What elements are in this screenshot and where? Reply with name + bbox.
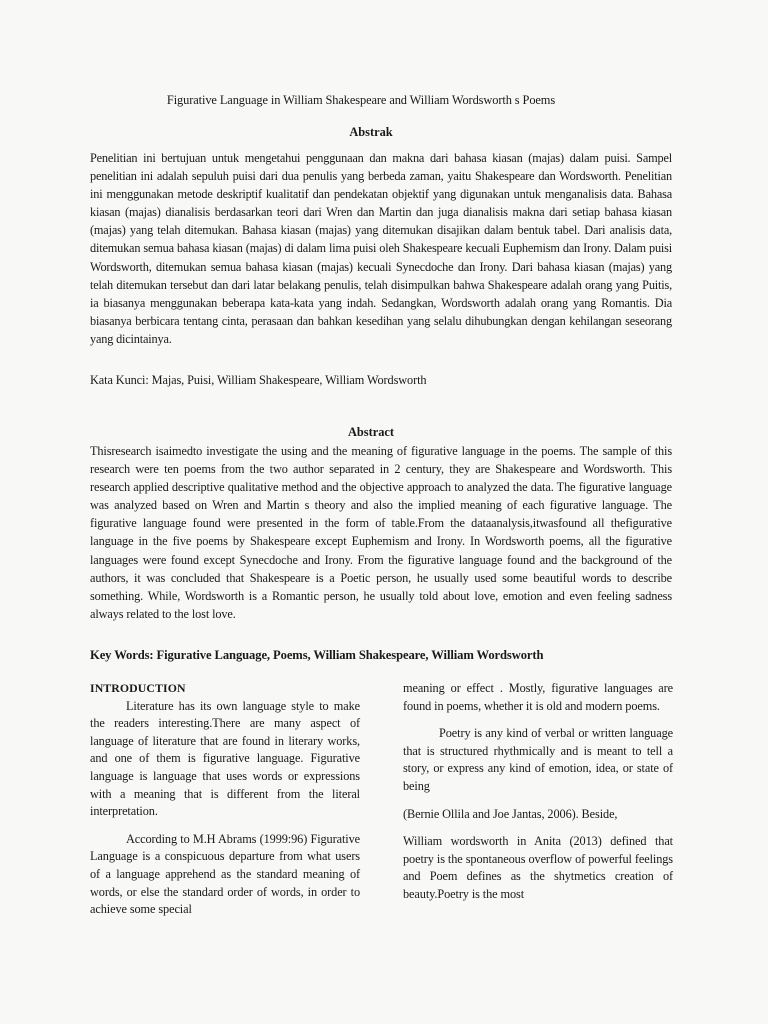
abstrak-heading: Abstrak bbox=[349, 125, 393, 139]
intro-paragraph-1: Literature has its own language style to make the readers interesting.There are many aspect of language of literature that are found in literary works, and one of them is figurative language. Figurative language is language that uses words or expressions with a meaning that is different from the literal interpretation. bbox=[90, 698, 360, 819]
citation-line: (Bernie Ollila and Joe Jantas, 2006). Beside, bbox=[403, 806, 618, 821]
key-words: Key Words: Figurative Language, Poems, William Shakespeare, William Wordsworth bbox=[90, 648, 544, 662]
right-column bbox=[403, 680, 673, 904]
introduction-heading: INTRODUCTION bbox=[90, 681, 186, 695]
paper-title: Figurative Language in William Shakespeare and William Wordsworth s Poems bbox=[166, 93, 556, 107]
abstrak-body: Penelitian ini bertujuan untuk mengetahui penggunaan dan makna dari bahasa kiasan (majas) dalam puisi. Sampel penelitian ini adalah sepuluh puisi dari dua penulis yang berbeda zaman, yaitu Shakespeare dan Wordsworth. Penelitian ini menggunakan metode deskriptif kualitatif dan pendekatan objektif yang digunakan untuk menganalisis data. Bahasa kiasan (majas) dianalisis berdasarkan teori dari Wren dan Martin dan juga dianalisis makna dari setiap bahasa kiasan (majas) yang telah ditemukan. Bahasa kiasan (majas) yang ditemukan disajikan dalam bentuk tabel. Dari analisis data, ditemukan semua bahasa kiasan (majas) di dalam lima puisi oleh Shakespeare kecuali Euphemism dan Irony. Dalam puisi Wordsworth, ditemukan semua bahasa kiasan (majas) kecuali Synecdoche dan Irony. Dari bahasa kiasan (majas) yang telah ditemukan tersebut dan dari latar belakang penulis, telah disimpulkan bahwa Shakespeare adalah orang yang Puitis, ia biasanya menggunakan beberapa kata-kata yang indah. Sedangkan, Wordsworth adalah orang yang Romantis. Dia biasanya berbicara tentang cinta, perasaan dan bahkan kesedihan yang selalu dihubungkan dengan kehilangan seseorang yang dicintainya. bbox=[90, 151, 672, 346]
left-column bbox=[90, 680, 360, 919]
abstract-heading: Abstract bbox=[347, 425, 395, 439]
poetry-definition-quote: Poetry is any kind of verbal or written language that is structured rhythmically and is meant to tell a story, or express any kind of emotion, idea, or state of being bbox=[403, 726, 673, 793]
intro-paragraph-3: meaning or effect . Mostly, figurative languages are found in poems, whether it is old and modern poems. bbox=[403, 681, 673, 713]
abstract-body: Thisresearch isaimedto investigate the using and the meaning of figurative language in the poems. The sample of this research were ten poems from the two author separated in 2 century, they are Shakespeare and Wordsworth. This research applied descriptive qualitative method and the objective approach to analyzed the data. The figurative language was analyzed based on Wren and Martin s theory and also the implied meaning of each figurative language. The figurative language found were presented in the form of table.From the dataanalysis,itwasfound all thefigurative language in the five poems by Shakespeare except Euphemism and Irony. In Wordsworth poems, all the figurative languages were found except Synecdoche and Irony. From the figurative language found and the background of the authors, it was concluded that Shakespeare is a Poetic person, he usually used some beautiful words to describe something. While, Wordsworth is a Romantic person, he usually told about love, emotion and even feeling sadness always related to the lost love. bbox=[90, 444, 672, 621]
kata-kunci: Kata Kunci: Majas, Puisi, William Shakespeare, William Wordsworth bbox=[90, 373, 427, 387]
intro-paragraph-4: William wordsworth in Anita (2013) defined that poetry is the spontaneous overflow of powerful feelings and Poem defines as the shytmetics creation of beauty.Poetry is the most bbox=[403, 834, 673, 901]
intro-paragraph-2: According to M.H Abrams (1999:96) Figurative Language is a conspicuous departure from what users of a language apprehend as the standard meaning of words, or else the standard order of words, in order to achieve some special bbox=[90, 831, 360, 917]
